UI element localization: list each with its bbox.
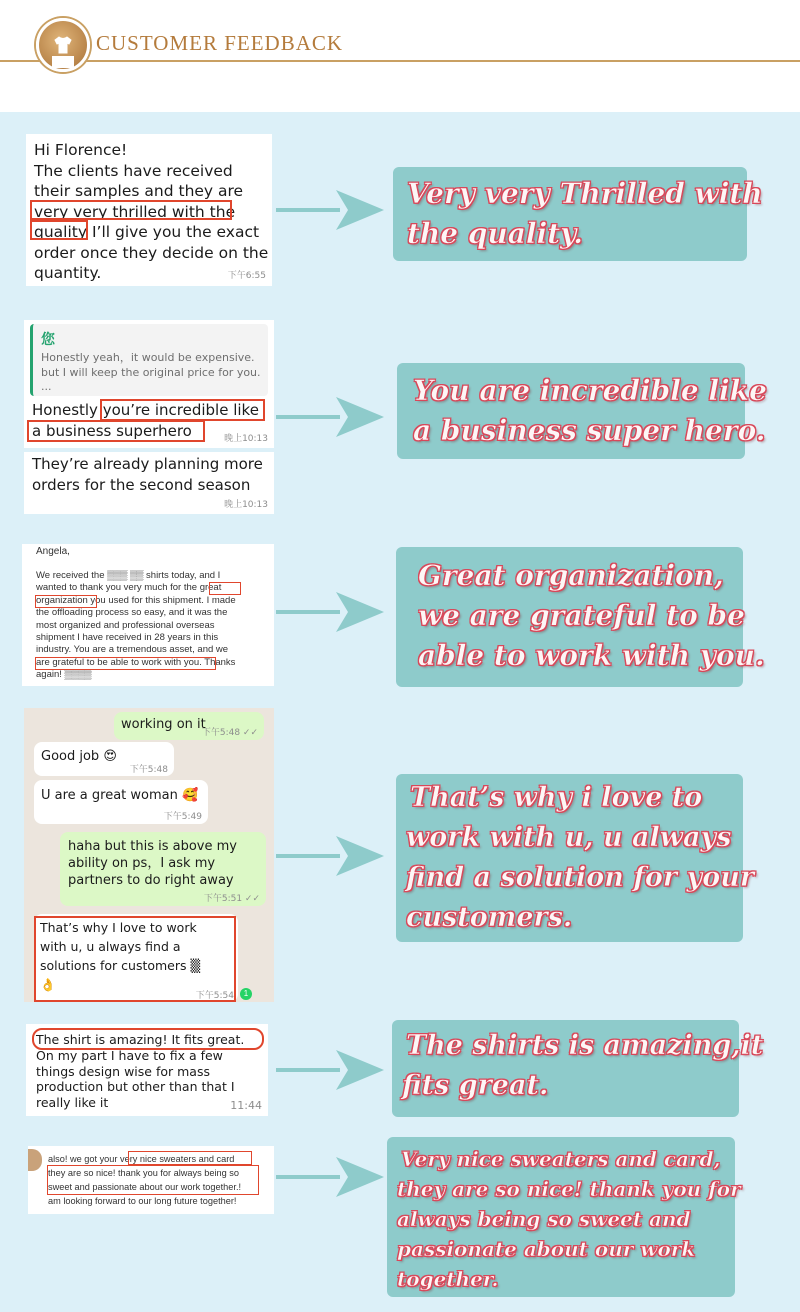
card-line: The shirts is amazing,it	[406, 1030, 764, 1061]
highlight-box	[30, 220, 88, 240]
email-line: industry. You are a tremendous asset, and we	[36, 644, 229, 656]
message-line: things design wise for mass	[36, 1063, 210, 1079]
message-line: their samples and they are	[34, 182, 244, 200]
message-time: 下午5:54	[195, 991, 234, 1001]
card-line: You are incredible like	[413, 374, 767, 407]
message-time: 下午6:55	[227, 271, 266, 281]
email-line: shipment I have received in 28 years in this	[36, 632, 219, 644]
card-line: we are grateful to be	[418, 599, 745, 632]
logo-notch	[52, 56, 74, 68]
arrow-right-icon	[276, 1153, 386, 1201]
feedback-screenshot-3	[22, 544, 274, 686]
chat-bubble	[60, 832, 266, 906]
card-line: customers.	[406, 902, 573, 933]
page-title: CUSTOMER FEEDBACK	[96, 31, 344, 55]
message-line: The clients have received	[34, 161, 233, 180]
message-line: quality I’ll give you the exact	[34, 223, 260, 241]
header-divider	[0, 60, 800, 62]
card-line: always being so sweet and	[397, 1207, 691, 1231]
card-line: together.	[397, 1267, 499, 1291]
arrow-right-icon	[276, 186, 386, 234]
card-line: able to work with you.	[418, 639, 765, 672]
highlight-box	[30, 200, 232, 220]
quote-line: but I will keep the original price for you.	[41, 365, 261, 379]
feedback-card-4	[396, 774, 755, 942]
message-time: 下午5:48	[129, 765, 168, 775]
highlight-box	[128, 1151, 252, 1165]
message-time: 晚上10:13	[224, 434, 268, 444]
message-line: really like it	[36, 1095, 109, 1111]
message-time: 下午5:48 ✓✓	[201, 728, 258, 738]
message-line: working on it	[121, 717, 206, 732]
message-time: 下午5:51 ✓✓	[203, 894, 260, 904]
message-time: 11:44	[230, 1099, 262, 1112]
message-line: a business superhero	[32, 422, 192, 440]
feedback-card-3	[396, 547, 765, 687]
message-time: 晚上10:13	[224, 500, 268, 510]
card-line: the quality.	[407, 217, 583, 250]
highlight-box	[209, 582, 241, 595]
card-line: work with u, u always	[406, 822, 732, 853]
card-line: Very very Thrilled with	[407, 177, 763, 210]
email-line: are grateful to be able to work with you. Thanks	[36, 656, 236, 668]
message-line: quantity.	[34, 264, 102, 282]
card-line: That’s why i love to	[410, 782, 703, 813]
highlight-box	[35, 595, 97, 608]
email-greeting: Angela,	[36, 546, 70, 557]
message-line: order once they decide on the	[34, 243, 269, 262]
card-line: Great organization,	[418, 559, 724, 592]
email-line: wanted to thank you very much for the great	[36, 582, 222, 594]
page-header	[0, 0, 800, 112]
quoted-message	[30, 324, 268, 396]
chat-bubble	[34, 780, 208, 824]
feedback-screenshot-5	[26, 1024, 268, 1116]
highlight-box	[27, 420, 205, 442]
message-line: They’re already planning more	[32, 455, 263, 473]
unread-badge: 1	[240, 988, 252, 1000]
tshirt-icon	[52, 34, 74, 56]
quote-author: 您	[41, 332, 55, 348]
quote-line: ...	[41, 380, 52, 393]
message-line: haha but this is above my	[68, 839, 237, 854]
feedback-screenshot-1	[26, 134, 272, 286]
message-line: partners to do right away	[68, 873, 234, 888]
arrow-right-icon	[276, 832, 386, 880]
highlight-box	[32, 1028, 264, 1050]
card-line: passionate about our work	[397, 1237, 696, 1261]
message-line: very very thrilled with the	[34, 202, 236, 221]
feedback-card-2	[397, 363, 767, 459]
chat-bubble	[34, 742, 174, 776]
feedback-card-5	[392, 1020, 764, 1117]
card-line: they are so nice! thank you for	[397, 1177, 741, 1201]
message-time: 下午5:49	[163, 812, 202, 822]
quote-line: Honestly yeah，it would be expensive.	[41, 351, 255, 364]
email-line: the offloading process so easy, and it was the	[36, 607, 228, 619]
highlight-box	[34, 916, 236, 1002]
arrow-right-icon	[276, 1046, 386, 1094]
feedback-card-1	[393, 167, 763, 261]
feedback-screenshot-6	[28, 1146, 274, 1214]
message-line: The shirt is amazing! It fits great.	[36, 1032, 245, 1047]
message-line: they are so nice! thank you for always being so	[48, 1168, 240, 1178]
message-line: On my part I have to fix a few	[36, 1047, 223, 1063]
message-line: with u, u always find a	[40, 939, 181, 954]
arrow-right-icon	[276, 588, 386, 636]
message-line: also! we got your very nice sweaters and card	[48, 1154, 235, 1164]
message-line: Honestly you’re incredible like	[32, 401, 259, 419]
message-line: solutions for customers ▒	[40, 958, 201, 973]
highlight-box	[47, 1165, 259, 1195]
message-line: That’s why I love to work	[40, 920, 197, 935]
message-line: production but other than that I	[36, 1079, 235, 1095]
arrow-right-icon	[276, 393, 386, 441]
message-line: U are a great woman 🥰	[41, 788, 199, 803]
message-line: orders for the second season	[32, 476, 251, 494]
chat-bubble	[114, 712, 264, 740]
message-line: Hi Florence!	[34, 141, 128, 159]
message-line: ability on ps，I ask my	[68, 856, 216, 871]
message-line: Good job 😍	[41, 749, 117, 764]
feedback-screenshot-2b	[24, 452, 274, 514]
card-line: Very nice sweaters and card,	[401, 1147, 721, 1171]
card-line: fits great.	[402, 1070, 549, 1101]
email-line: again! ▒▒▒▒	[36, 669, 92, 681]
avatar	[28, 1149, 42, 1171]
email-line: We received the ▒▒▒ ▒▒ shirts today, and I	[36, 570, 221, 581]
message-line: 👌	[40, 977, 56, 992]
email-line: most organized and professional overseas	[36, 619, 215, 631]
card-line: find a solution for your	[406, 862, 755, 893]
card-line: a business super hero.	[413, 414, 766, 447]
feedback-screenshot-2	[24, 320, 274, 448]
message-line: sweet and passionate about our work together.!	[48, 1182, 242, 1192]
email-line: organization you used for this shipment. I made	[36, 594, 236, 606]
feedback-screenshot-4	[24, 708, 274, 1002]
highlight-box	[35, 657, 216, 670]
feedback-card-6	[387, 1137, 741, 1297]
highlight-box	[100, 399, 265, 421]
message-line: am looking forward to our long future together!	[48, 1196, 237, 1206]
